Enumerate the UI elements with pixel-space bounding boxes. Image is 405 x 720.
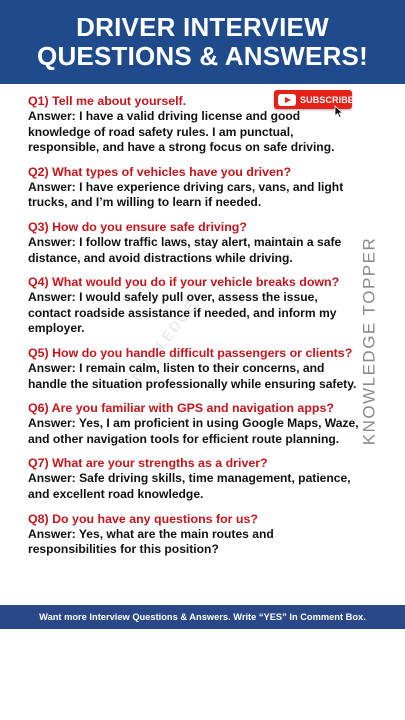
- footer-text: Want more Interview Questions & Answers. Write “YES” In Comment Box.: [39, 612, 366, 622]
- diagonal-watermark: KNOWLEDGE: [120, 296, 201, 393]
- answer-7: Answer: Safe driving skills, time management, patience, and excellent road knowledge.: [28, 471, 351, 501]
- qa-item-8: [28, 511, 360, 558]
- qa-item-7: [28, 455, 360, 502]
- answer-2: Answer: I have experience driving cars, vans, and light trucks, and I’m willing to learn if needed.: [28, 179, 344, 210]
- answer-1: Answer: I have a valid driving license and good knowledge of road safety rules. I am punctual, responsible, and have a strong focus on safe driving.: [28, 109, 335, 155]
- qa-item-4: [28, 274, 360, 337]
- question-8: Q8) Do you have any questions for us?: [28, 511, 258, 526]
- answer-3: Answer: I follow traffic laws, stay alert, maintain a safe distance, and avoid distractions while driving.: [28, 234, 342, 265]
- qa-item-2: [28, 164, 360, 211]
- question-5: Q5) How do you handle difficult passengers or clients?: [28, 345, 353, 360]
- qa-item-3: [28, 219, 360, 266]
- title-line-1: DRIVER INTERVIEW: [76, 12, 329, 42]
- qa-list: [28, 93, 360, 566]
- answer-4: Answer: I would safely pull over, assess the issue, contact roadside assistance if needed, and inform my employer.: [28, 290, 337, 336]
- qa-item-6: [28, 400, 360, 447]
- answer-6: Answer: Yes, I am proficient in using Google Maps, Waze, and other navigation tools for efficient route planning.: [28, 416, 359, 446]
- answer-8: Answer: Yes, what are the main routes and responsibilities for this position?: [28, 526, 274, 557]
- side-watermark-text: KNOWLEDGE TOPPER: [359, 236, 378, 446]
- question-6: Q6) Are you familiar with GPS and navigation apps?: [28, 401, 334, 416]
- question-1: Q1) Tell me about yourself.: [28, 94, 187, 108]
- answer-5: Answer: I remain calm, listen to their concerns, and handle the situation professionally while ensuring safety.: [28, 360, 357, 391]
- question-2: Q2) What types of vehicles have you driven?: [28, 164, 292, 179]
- youtube-icon: [278, 94, 296, 106]
- subscribe-label: SUBSCRIBE: [300, 94, 354, 105]
- question-4: Q4) What would you do if your vehicle breaks down?: [28, 275, 340, 290]
- title-banner: [0, 0, 405, 84]
- title-line-2: QUESTIONS & ANSWERS!: [37, 41, 368, 71]
- question-7: Q7) What are your strengths as a driver?: [28, 456, 268, 471]
- qa-item-5: [28, 345, 360, 392]
- cursor-icon: [334, 105, 344, 119]
- question-3: Q3) How do you ensure safe driving?: [28, 219, 247, 234]
- page-title: [37, 13, 368, 71]
- side-watermark: [358, 236, 380, 446]
- footer-banner: [0, 605, 405, 629]
